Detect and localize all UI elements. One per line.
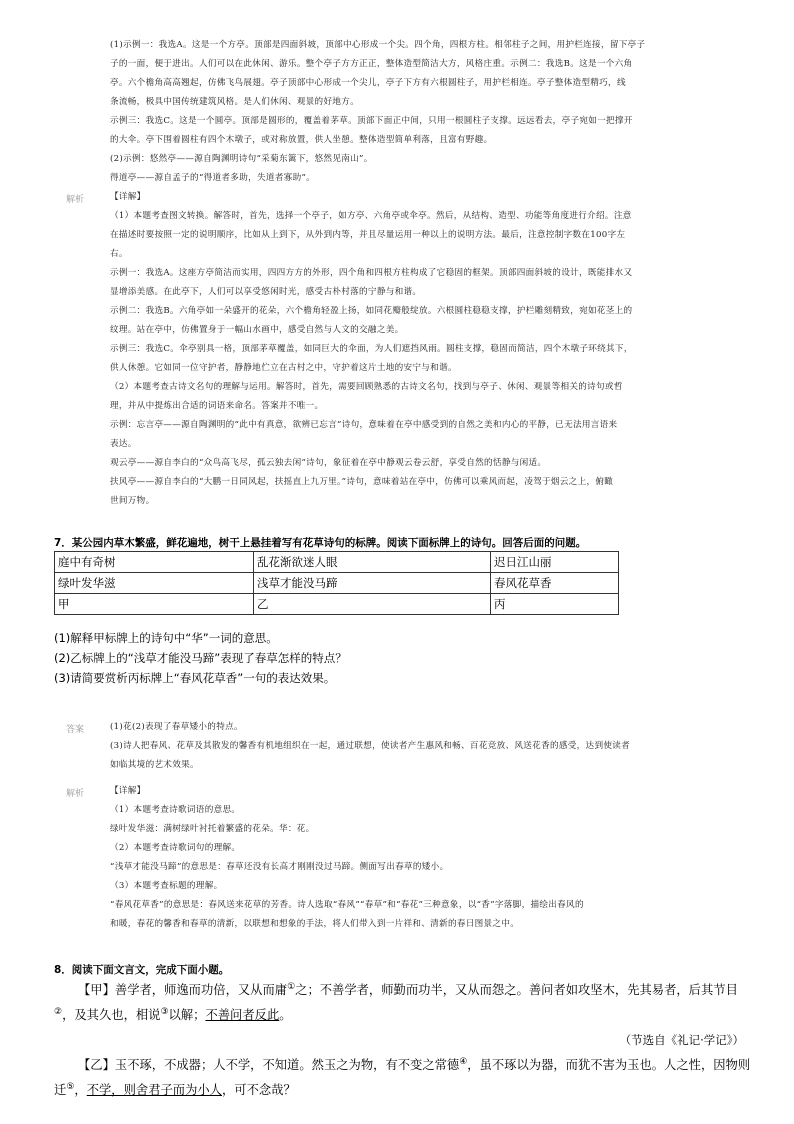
analysis-line: 绿叶发华滋：满树绿叶衬托着繁盛的花朵。华：花。 [110,824,315,834]
underlined-sentence: 不学，则舍君子而为小人 [86,1083,222,1097]
q7-questions [54,628,347,688]
analysis-line: 表达。 [110,439,137,449]
passage-jia-line1 [54,978,744,1003]
answer-label: 答案 [66,725,85,735]
analysis-line: 世间万物。 [110,496,155,506]
answer-line: 示例三：我选C。这是一个圆亭。顶部是圆形的，覆盖着茅草。顶部下面正中间，只用一根圆柱子支撑。远远看去，亭子宛如一把撑开 [110,116,633,126]
table-cell: 丙 [491,594,619,615]
table-cell: 乙 [254,594,491,615]
passage-jia-line2 [54,1003,744,1028]
analysis-line: 理，并从中提炼出合适的词语来命名。答案并不唯一。 [110,401,324,411]
passage-text: ，虽不琢以为器，而犹不害为玉也。人之性，因物则 [467,1058,751,1072]
footnote-mark: ① [287,981,296,992]
passage-text: 【乙】玉不琢，不成器；人不学，不知道。然玉之为物，有不变之常德 [78,1058,460,1072]
table-cell: 绿叶发华滋 [55,573,254,594]
analysis-line: 和暖，春花的馨香和春草的清新，以联想和想象的手法，将人们带入到一片祥和、清新的春日图景之中。 [110,919,520,929]
analysis-line: “春风花草香”的意思是：春风送来花草的芳香。诗人选取“春风”“春草”和“春花”三种意象，以“香”字落脚，描绘出春风的 [110,900,584,910]
q7-answer-block [110,718,630,775]
passage-text: 迁 [54,1083,67,1097]
passage-text: 。 [279,1008,292,1022]
q6-answer-block [110,36,645,188]
passage-text: 之；不善学者，师勤而功半，又从而怨 [295,983,505,997]
analysis-line: 供人休憩。它如同一位守护者，静静地伫立在古村之中，守护着这片土地的安宁与和谐。 [110,363,457,373]
table-cell: 春风花草香 [491,573,619,594]
answer-line: (1)示例一：我选A。这是一个方亭。顶部是四面斜坡，顶部中心形成一个尖。四个角，四根方柱。相邻柱子之间，用护栏连接，留下亭子 [110,40,646,50]
sub-question: (3)请简要赏析丙标牌上“春风花草香”一句的表达效果。 [54,671,336,685]
analysis-line: 显增添美感。在此亭下，人们可以享受悠闲时光，感受古朴村落的宁静与和谐。 [110,287,422,297]
answer-line: 亭。六个檐角高高翘起，仿佛飞鸟展翅。亭子顶部中心形成一个尖儿，亭子下方有六根圆柱子，用护栏相连。亭子整体造型精巧，线 [110,78,626,88]
analysis-line: 【详解】 [110,192,146,202]
q8-title: 8．阅读下面文言文，完成下面小题。 [54,964,230,976]
analysis-line: 右。 [110,249,128,259]
analysis-line: 在描述时要按照一定的说明顺序，比如从上到下，从外到内等，并且尽量运用一种以上的说明方法。最后，注意控制字数在100字左 [110,230,626,240]
analysis-line: （3）本题考查标题的理解。 [110,881,223,891]
poem-signs-table [54,551,619,615]
underlined-sentence: 不善问者反此 [205,1008,280,1022]
sub-question: (1)解释甲标牌上的诗句中“华”一词的意思。 [54,631,278,645]
table-cell: 庭中有奇树 [55,552,254,573]
q8-passage [54,978,751,1103]
answer-line: 得道亭——源自孟子的“得道者多助，失道者寡助”。 [110,173,316,183]
answer-line: (3)诗人把春风、花草及其散发的馨香有机地组织在一起，通过联想，使读者产生惠风和畅、百花竞放、风送花香的感受，达到使读者 [110,741,631,751]
answer-line: 子的一面，便于进出。人们可以在此休闲、游乐。整个亭子方方正正，整体造型简洁大方，风格庄重。示例二：我选B。这是一个六角 [110,59,633,69]
analysis-line: 【详解】 [110,786,146,796]
answer-line: 如临其境的艺术效果。 [110,760,199,770]
analysis-label: 解析 [66,789,85,799]
table-cell: 乱花渐欲迷人眼 [254,552,491,573]
analysis-line: （1）本题考查图文转换。解答时，首先，选择一个亭子，如方亭、六角亭或伞亭。然后，从结构、造型、功能等角度进行介绍。注意 [110,211,632,221]
table-cell: 甲 [55,594,254,615]
source-text: （节选自《礼记·学记》） [619,1033,744,1047]
passage-text: 【甲】善学者，师逸而功倍，又从而庸 [78,983,288,997]
q6-analysis-block [110,188,633,511]
table-row [55,573,619,594]
footnote-mark: ② [54,1006,63,1017]
analysis-line: （2）本题考查古诗文名句的理解与运用。解答时，首先，需要回顾熟悉的古诗文名句，找到与亭子、休闲、观景等相关的诗句或哲 [110,382,623,392]
answer-line: (1)花(2)表现了春草矮小的特点。 [110,722,243,732]
q7-title: 7．某公园内草木繁盛，鲜花遍地，树干上悬挂着写有花草诗句的标牌。阅读下面标牌上的诗句。回答后面的问题。 [54,537,587,549]
analysis-line: （1）本题考查诗歌词语的意思。 [110,805,241,815]
analysis-line: 示例一：我选A。这座方亭简洁而实用，四四方方的外形，四个角和四根方柱构成了它稳固的框架。顶部四面斜坡的设计，既能排水又 [110,268,633,278]
passage-text: 。善问者如攻坚木，先其易者，后其节目 [516,983,738,997]
sub-question: (2)乙标牌上的“浅草才能没马蹄”表现了春草怎样的特点？ [54,651,347,665]
analysis-line: （2）本题考查诗歌词句的理解。 [110,843,241,853]
footnote-mark: ④ [459,1056,468,1067]
analysis-label: 解析 [66,195,85,205]
passage-yi-line1 [54,1053,751,1078]
passage-text: ，及其久也，相说 [62,1008,161,1022]
table-row [55,594,619,615]
footnote-mark: ⑤ [66,1081,75,1092]
passage-text: 以解； [168,1008,206,1022]
answer-line: 条流畅，极具中国传统建筑风格。是人们休闲、观景的好地方。 [110,97,360,107]
passage-source [54,1028,744,1053]
q7-analysis-block [110,782,584,934]
analysis-line: 纹理。站在亭中，仿佛置身于一幅山水画中，感受自然与人文的交融之美。 [110,325,404,335]
passage-text: ，可不念哉？ [221,1083,296,1097]
analysis-line: 示例：忘言亭——源自陶渊明的“此中有真意，欲辨已忘言”诗句，意味着在亭中感受到的自然之美和内心的平静，已无法用言语来 [110,420,618,430]
table-cell: 迟日江山丽 [491,552,619,573]
analysis-line: 示例二：我选B。六角亭如一朵盛开的花朵，六个檐角轻盈上扬，如同花瓣般绽放。六根圆柱稳稳支撑，护栏雕刻精致，宛如花茎上的 [110,306,633,316]
dotted-char: 之 [504,983,517,997]
analysis-line: 观云亭——源自李白的“众鸟高飞尽，孤云独去闲”诗句，象征着在亭中静观云卷云舒，享受自然的恬静与闲适。 [110,458,547,468]
footnote-mark: ③ [160,1006,169,1017]
analysis-line: 示例三：我选C。伞亭别具一格，顶部茅草覆盖，如同巨大的伞面，为人们遮挡风雨。圆柱支撑，稳固而简洁，四个木墩子环绕其下， [110,344,633,354]
answer-line: (2)示例：悠然亭——源自陶渊明诗句“采菊东篱下，悠然见南山”。 [110,154,373,164]
analysis-line: 扶风亭——源自李白的“大鹏一日同风起，扶摇直上九万里。”诗句，意味着站在亭中，仿佛可以乘风而起，凌驾于烟云之上，俯瞰 [110,477,614,487]
table-cell: 浅草才能没马蹄 [254,573,491,594]
answer-line: 的大伞。亭下围着圆柱有四个木墩子，或对称放置，供人坐憩。整体造型简单利落，且富有野趣。 [110,135,493,145]
table-row [55,552,619,573]
passage-text: ， [74,1083,87,1097]
passage-yi-line2 [54,1078,744,1103]
analysis-line: “浅草才能没马蹄”的意思是：春草还没有长高才刚刚没过马蹄。侧面写出春草的矮小。 [110,862,449,872]
